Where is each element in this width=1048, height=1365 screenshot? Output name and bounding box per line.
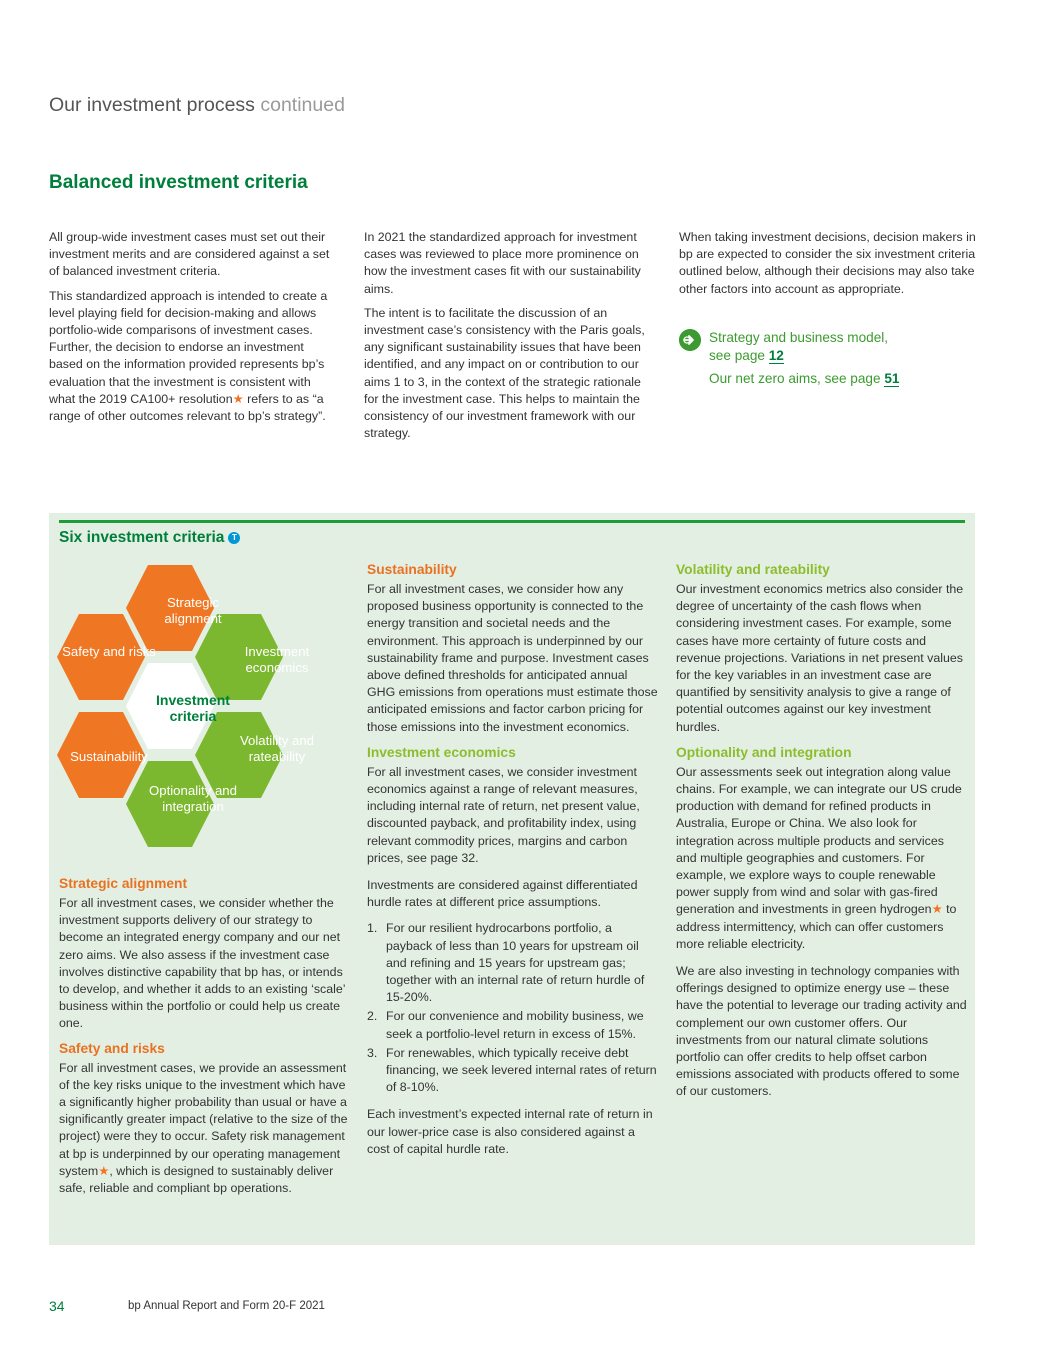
glossary-star-icon: ★ [931,902,943,917]
sustainability-heading: Sustainability [367,562,457,577]
hex-label-economics: Investment economics [244,644,310,675]
safety-text: For all investment cases, we provide an assessment of the key risks unique to the investment which have a significantly higher probability than usual or have a significantly greater impact (relative to the size of the project) were they to occur. Safety risk management at bp is underpinned by our operating management system★, which is designed to sustainably deliver safe, reliable and compliant bp operations. [59,1060,348,1196]
col3-paragraph-1: When taking investment decisions, decision makers in bp are expected to consider the six investment criteria outlined below, although their decisions may also take other factors into account as appropriate. [679,230,976,296]
page-number: 34 [49,1298,65,1314]
economics-text-3: Each investment’s expected internal rate of return in our lower-price case is also considered against a cost of capital hurdle rate. [367,1107,653,1156]
page-ref-51[interactable]: 51 [884,371,900,386]
intro-column-3 [679,229,979,305]
optionality-text-2: We are also investing in technology companies with offerings designed to optimize energy use – these have the potential to leverage our trading activity and complement our own customer offers. Our investments from our natural climate solutions portfolio can offer credits to help offset carbon emissions associated with products offered to some of our customers. [676,964,967,1099]
hex-label-optionality: Optionality and integration [149,783,237,814]
volatility-text: Our investment economics metrics also consider the degree of uncertainty of the cash flows when considering investment cases. For example, some cases have more certainty of future costs and revenue projections. Variations in net present values for the key variables in an investment case are quantified by sensitivity analysis to give a range of potential outcomes against our key investment hurdles. [676,582,964,734]
footer-text: bp Annual Report and Form 20-F 2021 [128,1300,325,1312]
page-header [49,94,345,117]
list-item: 1. For our resilient hydrocarbons portfolio, a payback of less than 10 years for upstream oil and refining and 15 years for upstream gas; together with an internal rate of return hurdle of 15-20%. [367,921,645,1005]
volatility-heading: Volatility and rateability [676,562,830,577]
hex-label-strategic: Strategic alignment [164,595,222,626]
cross-reference-icon [679,329,701,351]
col2-paragraph-1: In 2021 the standardized approach for investment cases was reviewed to place more prominence on how the investment cases fit with our sustainability aims. [364,230,641,296]
intro-column-2 [364,229,649,449]
economics-text: For all investment cases, we consider investment economics against a range of relevant measures, including internal rate of return, net present value, discounted payback, and profitability index, using relevant commodity prices, margins and carbon prices, see page 32. [367,764,640,865]
hex-label-volatility: Volatility and rateability [239,733,315,764]
col1-paragraph-1: All group-wide investment cases must set out their investment merits and are considered against a set of balanced investment criteria. [49,230,330,279]
optionality-heading: Optionality and integration [676,744,852,760]
glossary-star-icon: ★ [232,391,244,406]
hex-label-sustainability: Sustainability [70,749,148,764]
optionality-text: Our assessments seek out integration along value chains. For example, we can integrate our US crude production with demand for refined products in Australia, Europe or China. We also look for integration across multiple products and services and multiple geographies and customers. For example, we explore ways to couple renewable power supply from wind and solar with gas-fired generation and investments in green hydrogen★ to address intermittency, which can offer customers more reliable electricity. [676,764,962,951]
sustainability-text: For all investment cases, we consider how any proposed business opportunity is connected to the energy transition and societal needs and the environment. This approach is underpinned by our sustainability frame and purpose. Investment cases above defined thresholds for anticipated annual GHG emissions from operations must estimate those anticipated emissions and factor carbon pricing for those emissions into the investment economics. [367,582,658,734]
link-strategy-business-model[interactable]: Strategy and business model, [709,330,889,345]
intro-column-1 [49,229,334,432]
link-net-zero-aims[interactable]: Our net zero aims, see page 51 [709,371,900,386]
list-item: 3. For renewables, which typically receive debt financing, we seek levered internal rates of return of 8-10%. [367,1045,657,1095]
hex-label-center: Investment criteria [156,692,230,724]
col2-paragraph-2: The intent is to facilitate the discussion of an investment case’s consistency with the Paris goals, any significant sustainability issues that have been identified, and any impact on or contribution to our aims 1 to 3, in the context of the strategic rationale for the investment case. This helps to maintain the consistency of our investment framework with our strategy. [364,305,645,441]
hurdle-list [367,920,659,1096]
panel-top-rule [59,520,965,523]
economics-text-2: Investments are considered against differentiated hurdle rates at different price assumptions. [367,878,638,910]
economics-heading: Investment economics [367,744,516,760]
strategic-alignment-text: For all investment cases, we consider whether the investment supports delivery of our strategy to become an integrated energy company and our net zero aims. We also assess if the investment case involves distinctive capability that bp has, or intends to develop, and whether it adds to an existing ‘scale’ business within the portfolio or could help us create one. [59,896,346,1031]
col1-paragraph-2: This standardized approach is intended to create a level playing field for decision-making and allows portfolio-wide comparisons of investment cases. Further, the decision to endorse an investment based on the information provided represents bp’s evaluation that the investment is consistent with what the 2019 CA100+ resolution★ refers to as “a range of other outcomes relevant to bp’s strategy”. [49,288,328,424]
header-continued: continued [260,94,345,116]
link-strategy-page[interactable]: see page 12 [709,348,784,363]
page-ref-12[interactable]: 12 [768,348,784,363]
panel-column-3 [676,561,968,1101]
panel-column-1 [59,875,349,1197]
section-heading: Balanced investment criteria [49,172,308,193]
glossary-star-icon: ★ [98,1163,110,1178]
info-icon[interactable]: T [228,532,240,544]
safety-heading: Safety and risks [59,1040,165,1056]
list-item: 2. For our convenience and mobility business, we seek a portfolio-level return in excess of 15%. [367,1009,644,1041]
header-title: Our investment process [49,94,255,116]
strategic-alignment-heading: Strategic alignment [59,876,188,891]
hex-label-safety: Safety and risks [62,644,156,659]
panel-title: Six investment criteria T [59,529,240,547]
panel-column-2 [367,561,659,1158]
